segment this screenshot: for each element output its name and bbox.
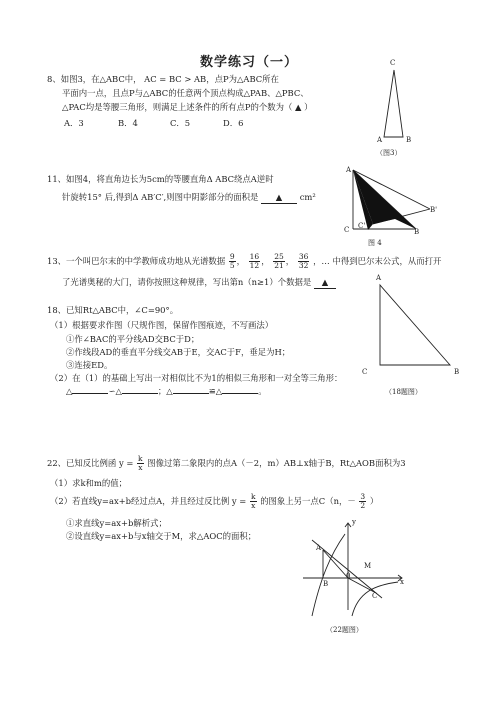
fig22-label-m: M xyxy=(364,562,372,570)
q18-step-3: ③连接ED。 xyxy=(66,360,113,370)
fig4-label-c: C xyxy=(344,226,350,234)
q8-option-c: C．5 xyxy=(170,118,191,128)
q11-line2-text: 针旋转15° 后,得到Δ AB′C′,则图中阴影部分的面积是 xyxy=(62,192,259,202)
q13-line2-text: 了光谱奥秘的大门，请你按照这种规律，写出第n（n≥1）个数据是 xyxy=(62,277,312,287)
q13-line1: 13、一个叫巴尔末的中学教师成功地从光谱数据 $\frac{9}{5}$ ， $\frac{16}{12}$ ， $\frac{25}{21}$ ， $\frac{36}{32}$ ，… 中得到巴尔末公式，从而打开 xyxy=(47,252,442,270)
q11-unit: cm² xyxy=(299,192,316,202)
q22-line3: （2）若直线y=ax+b经过点A，并且经过反比例 y = $\frac{k}{x}$ 的图象上另一点C（n，－ $\frac{3}{2}$ ） xyxy=(50,492,379,510)
fig3-label-b: B xyxy=(406,136,412,144)
q8-option-b: B．4 xyxy=(118,118,138,128)
q18-blank-3 xyxy=(173,393,209,394)
q18-blank-1 xyxy=(72,393,108,394)
fig22-label-x: x xyxy=(400,578,404,586)
fig22-label-o: 0 xyxy=(346,572,351,580)
q22-sub-2: ②设直线y=ax+b与x轴交于M，求△AOC的面积； xyxy=(66,531,257,541)
q18-line2: （1）根据要求作图（尺规作图，保留作图痕迹，不写画法） xyxy=(50,320,274,330)
fig3-caption: （图3） xyxy=(376,149,402,157)
q22-line2: （1）求k和m的值； xyxy=(50,478,127,488)
q13-intro: 13、一个叫巴尔末的中学教师成功地从光谱数据 xyxy=(47,256,226,266)
q22-line1: 22、已知反比例函 y = $\frac{k}{x}$ 图像过第二象限内的点A（－2，m）AB⊥x轴于B，Rt△AOB面积为3 xyxy=(47,454,406,472)
q18-line1: 18、已知Rt△ABC中，∠C=90°。 xyxy=(47,305,179,315)
q18-step-2: ②作线段AD的垂直平分线交AB于E，交AC于F，垂足为H； xyxy=(66,347,291,357)
fig4-caption: 图 4 xyxy=(368,239,382,247)
fig18-label-a: A xyxy=(376,274,382,282)
q18-line3: （2）在（1）的基础上写出一对相似比不为1的相似三角形和一对全等三角形： xyxy=(50,373,343,383)
fig22-label-y: y xyxy=(352,518,356,526)
fig22-label-b: B xyxy=(323,580,329,588)
page-title: 数学练习（一） xyxy=(200,55,299,70)
q8-line2: 平面内一点，且点P与△ABC的任意两个顶点构成△PAB、△PBC、 xyxy=(62,88,309,98)
fig18-label-b: B xyxy=(454,368,460,376)
fig22-caption: （22题图） xyxy=(326,626,363,634)
figure-22-graph xyxy=(300,520,410,620)
fig4-label-b-prime: B' xyxy=(430,206,438,214)
q8-option-d: D．6 xyxy=(223,118,244,128)
fig18-label-c: C xyxy=(362,368,368,376)
q22-fraction-3-over-2: $\frac{3}{2}$ xyxy=(360,492,366,510)
q13-answer-blank: ▲ xyxy=(314,277,336,289)
fig18-caption: （18题图） xyxy=(385,388,422,396)
q22-fraction-k-over-x-2: $\frac{k}{x}$ xyxy=(250,492,256,510)
fig4-label-c-prime: C' xyxy=(358,222,366,230)
q18-step-1: ①作∠BAC的平分线AD交BC于D； xyxy=(66,334,200,344)
q22-sub-1: ①求直线y=ax+b解析式； xyxy=(66,518,167,528)
q13-fraction-2: $\frac{16}{12}$ xyxy=(249,252,260,270)
q18-blank-2 xyxy=(122,393,158,394)
q11-line2 xyxy=(62,192,316,204)
q8-line3: △PAC均是等腰三角形，则满足上述条件的所有点P的个数为（ ▲ ） xyxy=(62,102,313,112)
q8-line1: 8、如图3，在△ABC中， AC = BC > AB，点P为△ABC所在 xyxy=(47,74,279,84)
fig22-label-c: C xyxy=(372,592,378,600)
q8-option-a: A．3 xyxy=(64,118,84,128)
q18-blank-4 xyxy=(222,393,258,394)
q11-line1: 11、如图4，将直角边长为5cm的等腰直角Δ ABC绕点A逆时 xyxy=(47,174,274,184)
q13-fraction-4: $\frac{36}{32}$ xyxy=(298,252,309,270)
fig3-label-c: C xyxy=(390,59,396,67)
fig22-label-a: A xyxy=(316,544,322,552)
figure-4-rotated-triangles xyxy=(340,164,450,244)
q13-fraction-1: $\frac{9}{5}$ xyxy=(229,252,235,270)
fig4-label-b: B xyxy=(414,228,420,236)
fig3-label-a: A xyxy=(377,136,383,144)
figure-18-right-triangle xyxy=(360,280,460,380)
q13-fraction-3: $\frac{25}{21}$ xyxy=(274,252,284,270)
q13-line2 xyxy=(62,277,336,289)
q13-outro: ，… 中得到巴尔末公式，从而打开 xyxy=(313,256,442,266)
q11-answer-blank: ▲ xyxy=(261,192,297,204)
fig4-label-a: A xyxy=(346,166,352,174)
q22-fraction-k-over-x: $\frac{k}{x}$ xyxy=(138,454,143,472)
q18-line4: △ ∽△ ；△ ≌△ 。 xyxy=(66,386,267,396)
